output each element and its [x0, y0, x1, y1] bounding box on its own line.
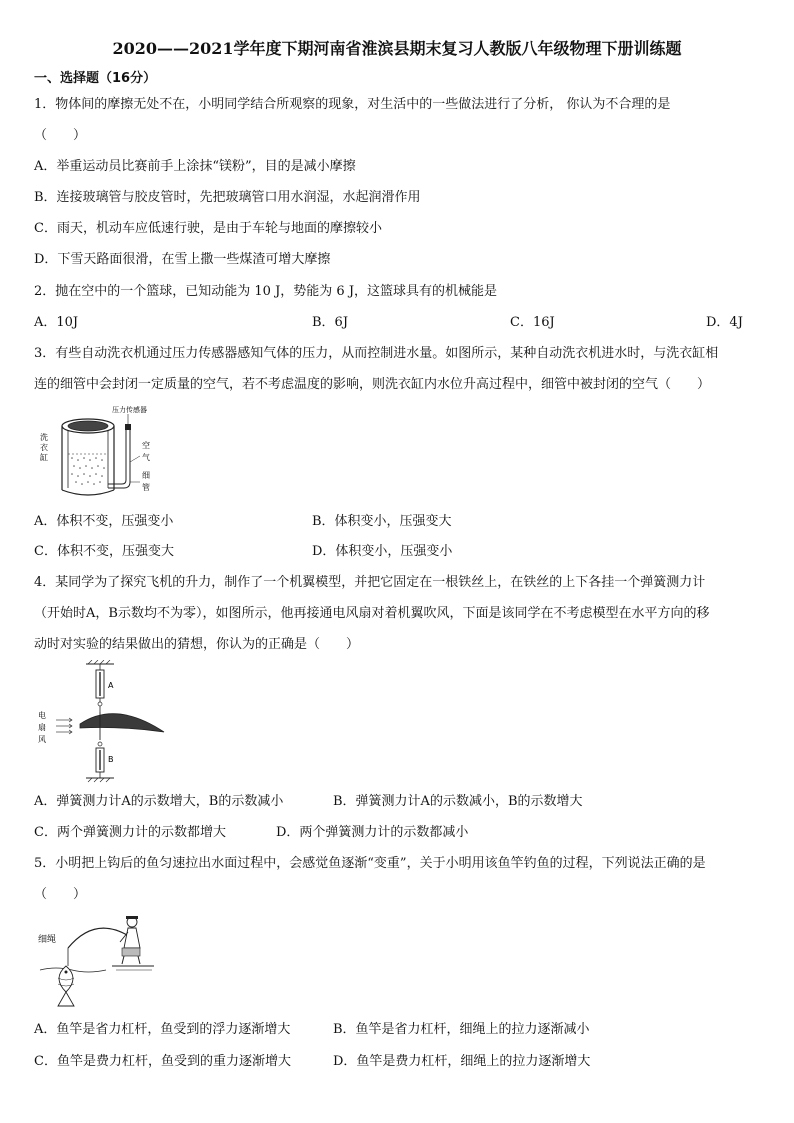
q3-option-d: D．体积变小，压强变小 — [312, 544, 453, 559]
q1-option-b: B．连接玻璃管与胶皮管时，先把玻璃管口用水润湿，水起润滑作用 — [34, 190, 421, 205]
q5-option-b: B．鱼竿是省力杠杆，细绳上的拉力逐渐减小 — [333, 1022, 590, 1037]
page-title: 2020——2021学年度下期河南省淮滨县期末复习人教版八年级物理下册训练题 — [112, 39, 682, 58]
label-rope: 细绳 — [38, 935, 57, 945]
fishing-figure — [36, 908, 156, 1013]
q3-stem-line1: 3．有些自动洗衣机通过压力传感器感知气体的压力，从而控制进水量。如图所示，某种自动洗衣机进水时，与洗衣缸相 — [34, 346, 719, 361]
q2-option-d: D．4J — [706, 315, 743, 330]
q1-stem: 1．物体间的摩擦无处不在，小明同学结合所观察的现象，对生活中的一些做法进行了分析， 你认为不合理的是 — [34, 97, 671, 112]
label-tub-3: 缸 — [40, 453, 48, 462]
q4-option-a: A．弹簧测力计A的示数增大，B的示数减小 — [34, 794, 284, 809]
q5-option-c: C．鱼竿是费力杠杆，鱼受到的重力逐渐增大 — [34, 1054, 291, 1069]
label-scale-b: B — [108, 755, 114, 764]
q3-option-c: C．体积不变，压强变大 — [34, 544, 174, 559]
label-tub-1: 洗 — [40, 433, 48, 442]
q1-option-d: D．下雪天路面很滑，在雪上撒一些煤渣可增大摩擦 — [34, 252, 331, 267]
label-scale-a: A — [108, 681, 114, 690]
washing-machine-figure — [36, 402, 166, 502]
label-pressure-sensor: 压力传感器 — [112, 406, 147, 414]
label-tube-2: 管 — [142, 483, 150, 492]
label-air-1: 空 — [142, 441, 150, 450]
q1-option-a: A．举重运动员比赛前手上涂抹“镁粉”，目的是减小摩擦 — [34, 159, 356, 174]
q4-stem-line1: 4．某同学为了探究飞机的升力，制作了一个机翼模型，并把它固定在一根铁丝上，在铁丝的上下各挂一个弹簧测力计 — [34, 575, 706, 590]
q3-stem-line2: 连的细管中会封闭一定质量的空气，若不考虑温度的影响，则洗衣缸内水位升高过程中，细管中被封闭的空气（ ） — [34, 377, 711, 392]
label-tub-2: 衣 — [40, 443, 48, 452]
q3-option-a: A．体积不变，压强变小 — [34, 514, 174, 529]
q5-answer-paren: （ ） — [34, 887, 87, 902]
q2-option-c: C．16J — [510, 315, 555, 330]
q4-stem-line2: （开始时A，B示数均不为零），如图所示，他再接通电风扇对着机翼吹风，下面是该同学在不考虑模型在水平方向的移 — [34, 606, 710, 621]
label-fan-2: 扇 — [38, 723, 46, 732]
section-heading: 一、选择题（16分） — [34, 71, 157, 86]
q1-answer-paren: （ ） — [34, 128, 87, 143]
q5-stem: 5．小明把上钩后的鱼匀速拉出水面过程中，会感觉鱼逐渐“变重”，关于小明用该鱼竿钓鱼的过程，下列说法正确的是 — [34, 856, 706, 871]
q2-option-b: B．6J — [312, 315, 349, 330]
label-tube-1: 细 — [142, 471, 150, 480]
label-fan-3: 风 — [38, 735, 46, 744]
q2-stem: 2．抛在空中的一个篮球，已知动能为 10 J，势能为 6 J，这篮球具有的机械能是 — [34, 284, 498, 299]
label-fan-1: 电 — [38, 711, 46, 720]
q5-option-a: A．鱼竿是省力杠杆，鱼受到的浮力逐渐增大 — [34, 1022, 291, 1037]
label-air-2: 气 — [142, 453, 150, 462]
q1-option-c: C．雨天，机动车应低速行驶，是由于车轮与地面的摩擦较小 — [34, 221, 382, 236]
q4-stem-line3: 动时对实验的结果做出的猜想，你认为的正确是（ ） — [34, 637, 360, 652]
wing-model-figure — [36, 660, 166, 785]
q3-option-b: B．体积变小，压强变大 — [312, 514, 452, 529]
q4-option-d: D．两个弹簧测力计的示数都减小 — [276, 825, 469, 840]
q2-option-a: A．10J — [34, 315, 79, 330]
q4-option-b: B．弹簧测力计A的示数减小，B的示数增大 — [333, 794, 583, 809]
q5-option-d: D．鱼竿是费力杠杆，细绳上的拉力逐渐增大 — [333, 1054, 591, 1069]
q4-option-c: C．两个弹簧测力计的示数都增大 — [34, 825, 226, 840]
